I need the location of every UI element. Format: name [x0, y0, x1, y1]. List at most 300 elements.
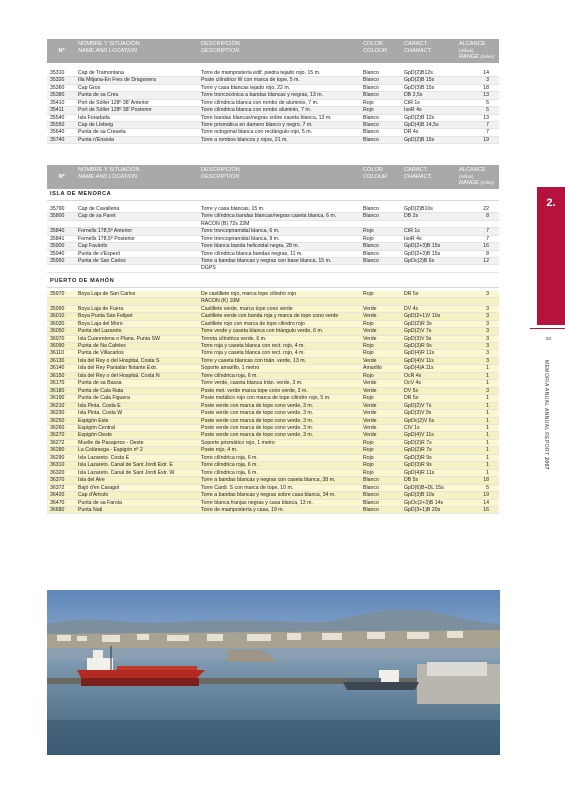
light-name: Punta de sa Creu: [76, 92, 199, 99]
light-number: 36310: [47, 462, 76, 469]
light-number: 35360: [47, 84, 76, 91]
table-row: [47, 507, 499, 514]
light-colour: Verde: [361, 410, 402, 417]
light-colour: Rojo: [361, 454, 402, 461]
section-heading-mahon: PUERTO DE MAHÓN: [47, 276, 499, 288]
light-colour: Rojo: [361, 469, 402, 476]
table-row: [47, 499, 499, 506]
light-name: [76, 220, 199, 227]
table-row: [47, 395, 499, 402]
table-row: [47, 243, 499, 250]
lighthouse-table-mallorca: [47, 39, 499, 144]
table-row: [47, 425, 499, 432]
light-description: Poste verde con marca de tope cono verde, 3 m.: [199, 410, 361, 417]
table-row: [47, 380, 499, 387]
light-character: GpD(2)B 12s: [402, 114, 457, 121]
table-row: [47, 365, 499, 372]
light-description: Torre troncopiramidal blanca, 9 m.: [199, 235, 361, 242]
light-description: DGPS: [199, 265, 361, 272]
light-range: 1: [457, 432, 499, 439]
light-description: Torre troncopiramidal blanca, 6 m.: [199, 228, 361, 235]
light-description: Torre blanca banda helicoidal negra, 28 m.: [199, 243, 361, 250]
light-character: DR 5s: [402, 395, 457, 402]
light-description: Torre troncocónica a bandas blancas y negras, 13 m.: [199, 92, 361, 99]
light-character: [402, 265, 457, 272]
light-range: 16: [457, 243, 499, 250]
light-range: 8: [457, 250, 499, 257]
light-number: 36420: [47, 492, 76, 499]
chapter-tab: [537, 187, 565, 325]
light-name: Punta de Villacarlos: [76, 350, 199, 357]
light-number: 35940: [47, 250, 76, 257]
light-character: GpD(2)R 7s: [402, 447, 457, 454]
light-colour: Amarillo: [361, 365, 402, 372]
light-name: Espigón Oeste: [76, 432, 199, 439]
table-row: [47, 84, 499, 91]
light-colour: Rojo: [361, 99, 402, 106]
table-row: [47, 372, 499, 379]
table-row: [47, 350, 499, 357]
light-description: Torre y casa blancas, 15 m.: [199, 206, 361, 213]
table-row: [47, 92, 499, 99]
light-character: GpD(2)B10s: [402, 206, 457, 213]
light-character: GpD(2)R 7s: [402, 439, 457, 446]
light-character: GpD(2)B 15s: [402, 136, 457, 143]
light-name: Port de Sóller 128º 38' Posterior: [76, 107, 199, 114]
table-row: [47, 439, 499, 446]
table-row: [47, 410, 499, 417]
light-character: GpD(4)V 11s: [402, 357, 457, 364]
light-number: [47, 220, 76, 227]
light-number: 35990: [47, 305, 76, 312]
light-colour: Rojo: [361, 343, 402, 350]
light-range: 1: [457, 380, 499, 387]
light-number: 35790: [47, 206, 76, 213]
light-range: 3: [457, 387, 499, 394]
table-header: [47, 165, 499, 189]
light-name: [76, 298, 199, 305]
light-character: GpD(2+3)B 15s: [402, 250, 457, 257]
table-row: [47, 228, 499, 235]
light-colour: Verde: [361, 357, 402, 364]
light-colour: Verde: [361, 387, 402, 394]
light-range: [457, 298, 499, 305]
table-row: [47, 305, 499, 312]
light-name: Isla del Rey o del Hospital. Costa S: [76, 357, 199, 364]
light-range: 1: [457, 402, 499, 409]
light-colour: Rojo: [361, 291, 402, 298]
light-colour: Blanco: [361, 114, 402, 121]
table-row: [47, 220, 499, 227]
light-description: Torre Cardi. S con marca de tope, 10 m.: [199, 484, 361, 491]
light-character: CtR 1s: [402, 99, 457, 106]
light-character: DR 5s: [402, 291, 457, 298]
light-name: La Colársega - Espigón nº 2: [76, 447, 199, 454]
light-colour: Blanco: [361, 213, 402, 220]
light-colour: Rojo: [361, 395, 402, 402]
light-colour: Rojo: [361, 107, 402, 114]
light-colour: Rojo: [361, 350, 402, 357]
light-description: Torre cilíndrica blanca con rombo aluminio, 7 m.: [199, 107, 361, 114]
table-row: [47, 357, 499, 364]
table-row: [47, 402, 499, 409]
light-name: Cap de Tramontana: [76, 70, 199, 77]
light-number: 36272: [47, 439, 76, 446]
light-colour: Rojo: [361, 462, 402, 469]
table-row: [47, 469, 499, 476]
header-name: NOMBRE Y SITUACIÓN NAME AND LOCATION: [76, 165, 199, 189]
table-row: [47, 70, 499, 77]
light-range: 1: [457, 410, 499, 417]
light-description: RACON (B) 72s 22M: [199, 220, 361, 227]
header-name: NOMBRE Y SITUACIÓN NAME AND LOCATION: [76, 39, 199, 63]
light-name: Punta de s'Esperó: [76, 250, 199, 257]
light-character: GpOc(2)B 6s: [402, 257, 457, 264]
light-number: 35550: [47, 121, 76, 128]
light-range: 16: [457, 507, 499, 514]
light-colour: Verde: [361, 380, 402, 387]
light-character: GpD(4)R 11s: [402, 350, 457, 357]
light-name: Cap Gros: [76, 84, 199, 91]
light-range: 12: [457, 257, 499, 264]
light-name: Punta Nati: [76, 507, 199, 514]
light-range: 3: [457, 357, 499, 364]
light-description: Torre a rombos blancos y rojos, 21 m.: [199, 136, 361, 143]
light-colour: [361, 298, 402, 305]
table-row: [47, 129, 499, 136]
light-description: Torre cilíndrica bandas blancas/negras caseta blanca, 6 m.: [199, 213, 361, 220]
light-colour: Blanco: [361, 499, 402, 506]
light-description: Torre de mampostería y casa, 19 m.: [199, 507, 361, 514]
light-colour: [361, 265, 402, 272]
light-number: 35840: [47, 228, 76, 235]
light-character: GpD(3)V 9s: [402, 410, 457, 417]
light-description: Torre bandas blancas/negras sobre caseta blanca, 13 m.: [199, 114, 361, 121]
light-description: Torre cilíndrica roja, 6 m.: [199, 462, 361, 469]
light-number: 35640: [47, 129, 76, 136]
light-colour: Verde: [361, 328, 402, 335]
table-row: [47, 328, 499, 335]
light-number: 36210: [47, 402, 76, 409]
light-colour: Verde: [361, 417, 402, 424]
light-colour: Blanco: [361, 70, 402, 77]
light-number: 36680: [47, 507, 76, 514]
light-colour: [361, 220, 402, 227]
light-character: GpOc(2)V 6s: [402, 417, 457, 424]
light-number: 35900: [47, 243, 76, 250]
light-range: 13: [457, 114, 499, 121]
light-name: Punta de sa Farola: [76, 499, 199, 506]
light-colour: Blanco: [361, 250, 402, 257]
light-colour: Rojo: [361, 439, 402, 446]
light-character: OcV 4s: [402, 380, 457, 387]
light-range: 3: [457, 305, 499, 312]
light-number: 36150: [47, 372, 76, 379]
light-name: Isla Lazareto. Costa E: [76, 454, 199, 461]
light-range: 1: [457, 372, 499, 379]
light-number: 36050: [47, 328, 76, 335]
light-description: Soporte amarillo, 1 metro: [199, 365, 361, 372]
light-name: Punta de Cala Rata: [76, 387, 199, 394]
light-range: 3: [457, 320, 499, 327]
light-number: 36010: [47, 313, 76, 320]
table-row: [47, 477, 499, 484]
light-number: 36090: [47, 343, 76, 350]
table-row: [47, 313, 499, 320]
light-range: 1: [457, 425, 499, 432]
light-number: [47, 265, 76, 272]
table-row: [47, 257, 499, 264]
light-colour: Verde: [361, 313, 402, 320]
light-description: Torre cilíndrica roja, 6 m.: [199, 454, 361, 461]
light-character: OcR 4s: [402, 372, 457, 379]
light-description: Torre verde y caseta blanca con triángulo verde, 6 m.: [199, 328, 361, 335]
light-character: DB 2,5s: [402, 92, 457, 99]
light-number: 35841: [47, 235, 76, 242]
light-colour: Blanco: [361, 77, 402, 84]
light-number: 35740: [47, 136, 76, 143]
light-description: De castillete rojo, marca tope cilindro rojo: [199, 291, 361, 298]
light-name: Isla Lazareto. Canal de Sant Jordi Extr. W: [76, 469, 199, 476]
table-row: [47, 213, 499, 220]
light-character: DR 4s: [402, 129, 457, 136]
light-description: Torre cilíndrica roja, 6 m.: [199, 469, 361, 476]
light-number: 35800: [47, 213, 76, 220]
light-name: Espigón Este: [76, 417, 199, 424]
light-range: 5: [457, 99, 499, 106]
light-colour: Blanco: [361, 243, 402, 250]
table-row: [47, 387, 499, 394]
light-character: DB 5s: [402, 477, 457, 484]
light-number: 36070: [47, 335, 76, 342]
light-colour: Rojo: [361, 228, 402, 235]
light-range: 7: [457, 235, 499, 242]
table-row: [47, 250, 499, 257]
light-number: [47, 298, 76, 305]
header-colour: COLOR COLOUR: [361, 39, 402, 63]
light-range: 3: [457, 291, 499, 298]
light-description: Poste verde con marca de tope cono verde, 3 m.: [199, 432, 361, 439]
light-character: [402, 220, 457, 227]
table-row: [47, 432, 499, 439]
light-character: GpD(2)B12s: [402, 70, 457, 77]
light-number: 35411: [47, 107, 76, 114]
light-description: Torre de mampostería edif. piedra tejado rojo, 15 m.: [199, 70, 361, 77]
table-row: [47, 114, 499, 121]
light-name: Cap de Llebeig: [76, 121, 199, 128]
table-row: [47, 454, 499, 461]
light-character: GpD(2)V 7s: [402, 402, 457, 409]
light-range: 7: [457, 129, 499, 136]
table-header: [47, 39, 499, 63]
light-description: Castillete verde, marca tope cono verde: [199, 305, 361, 312]
light-description: Soporte prismático rojo, 1 metro: [199, 439, 361, 446]
light-number: 36372: [47, 484, 76, 491]
light-description: Poste verde con marca de tope cono verde, 3 m.: [199, 417, 361, 424]
light-character: GpD(3)B 10s: [402, 492, 457, 499]
light-number: 36470: [47, 499, 76, 506]
light-character: [402, 298, 457, 305]
light-character: IsoR 4s: [402, 235, 457, 242]
light-name: Espigón Central: [76, 425, 199, 432]
light-character: GpD(3)R 9s: [402, 343, 457, 350]
light-number: 35310: [47, 70, 76, 77]
light-description: RACON (K) 10M: [199, 298, 361, 305]
table-row: [47, 136, 499, 143]
light-name: Boya Laja de Fuera: [76, 305, 199, 312]
light-number: 35970: [47, 291, 76, 298]
light-character: GpD(2+1)V 10s: [402, 313, 457, 320]
light-description: Torre a bandas blancas y negras con base blanca, 15 m.: [199, 257, 361, 264]
light-description: Torre roja y caseta blanca con rect. rojo, 4 m.: [199, 350, 361, 357]
light-name: Illa Mitjana-En Fres de Dragonera: [76, 77, 199, 84]
light-range: 7: [457, 228, 499, 235]
header-number: Nº: [47, 39, 76, 63]
light-name: Isla del Rey Pantalán flotante Extr.: [76, 365, 199, 372]
table-row: [47, 265, 499, 272]
light-number: 35380: [47, 92, 76, 99]
light-description: Poste met. verde marca tope cono verde, 3 m.: [199, 387, 361, 394]
light-description: Torre y casa blancas tejado rojo, 22 m.: [199, 84, 361, 91]
light-name: Punta del Lazareto: [76, 328, 199, 335]
table-row: [47, 335, 499, 342]
table-row: [47, 320, 499, 327]
header-character: CARACT. CHARACT.: [402, 39, 457, 63]
light-range: 1: [457, 365, 499, 372]
light-name: Punta de sa Bassa: [76, 380, 199, 387]
light-number: 36130: [47, 357, 76, 364]
lighthouse-table-menorca: [47, 165, 499, 514]
light-colour: Blanco: [361, 477, 402, 484]
light-name: Cap Favàritx: [76, 243, 199, 250]
light-character: DV 5s: [402, 387, 457, 394]
light-name: Punta de sa Creueta: [76, 129, 199, 136]
light-colour: Blanco: [361, 484, 402, 491]
light-name: Boya Laja de San Carlos: [76, 291, 199, 298]
light-colour: Rojo: [361, 235, 402, 242]
tab-divider: [530, 328, 565, 329]
table-row: [47, 235, 499, 242]
light-colour: Rojo: [361, 372, 402, 379]
light-description: Torre octogonal blanca con rectángulo rojo, 5 m.: [199, 129, 361, 136]
light-name: Isla Cuarentena o Plana. Punta SW: [76, 335, 199, 342]
table-row: [47, 343, 499, 350]
light-number: 36280: [47, 447, 76, 454]
light-range: 19: [457, 492, 499, 499]
light-number: 36180: [47, 387, 76, 394]
light-character: GpD(2)R 3s: [402, 320, 457, 327]
light-description: Torre roja y caseta blanca con rect. rojo, 4 m.: [199, 343, 361, 350]
light-character: GpD(2+3)B 15s: [402, 243, 457, 250]
table-row: [47, 121, 499, 128]
light-description: Poste verde con marca de tope cono verde, 3 m.: [199, 402, 361, 409]
light-range: 22: [457, 206, 499, 213]
header-description: DESCRIPCIÓN DESCRIPTION: [199, 165, 361, 189]
light-range: 1: [457, 454, 499, 461]
light-number: 36250: [47, 417, 76, 424]
light-number: 35410: [47, 99, 76, 106]
light-description: Torre cilíndrica blanca bandas negras, 11 m.: [199, 250, 361, 257]
light-name: Isla Pinta. Costa W: [76, 410, 199, 417]
harbour-photo: [47, 590, 500, 755]
light-range: 8: [457, 213, 499, 220]
light-description: Torre verde, caseta blanca trián. verde, 3 m.: [199, 380, 361, 387]
light-range: 5: [457, 484, 499, 491]
light-name: Isla Foradada: [76, 114, 199, 121]
light-range: 1: [457, 395, 499, 402]
light-description: Poste rojo, 4 m.: [199, 447, 361, 454]
light-character: GpD(3)B 15s: [402, 84, 457, 91]
light-character: GpD(2)B 15s: [402, 77, 457, 84]
light-number: 36320: [47, 469, 76, 476]
light-character: DB 2s: [402, 213, 457, 220]
light-range: 13: [457, 92, 499, 99]
light-colour: Verde: [361, 402, 402, 409]
light-range: 1: [457, 447, 499, 454]
table-row: [47, 99, 499, 106]
light-range: [457, 220, 499, 227]
light-description: Torre a bandas blancas y negras con caseta blanca, 38 m.: [199, 477, 361, 484]
light-colour: Verde: [361, 305, 402, 312]
light-number: 36140: [47, 365, 76, 372]
light-name: Fornells 178,5º Posterior: [76, 235, 199, 242]
light-number: 36270: [47, 432, 76, 439]
light-range: 3: [457, 350, 499, 357]
light-description: Castillete verde con banda roja y marca de tope cono verde: [199, 313, 361, 320]
light-name: Fornells 178,5º Anterior: [76, 228, 199, 235]
light-colour: Blanco: [361, 92, 402, 99]
light-character: GpD(4)B 14,5s: [402, 121, 457, 128]
table-row: [47, 492, 499, 499]
light-number: 36370: [47, 477, 76, 484]
table-row: [47, 291, 499, 298]
table-row: [47, 484, 499, 491]
light-range: 1: [457, 462, 499, 469]
light-name: Bajó d'en Caragol: [76, 484, 199, 491]
light-range: 18: [457, 477, 499, 484]
light-colour: Blanco: [361, 492, 402, 499]
light-number: 36290: [47, 454, 76, 461]
light-character: GpOc(2+3)B 14s: [402, 499, 457, 506]
light-description: Torre blanca franjas negras y casa blanca, 13 m.: [199, 499, 361, 506]
page-number: 83: [546, 336, 552, 341]
light-range: 5: [457, 107, 499, 114]
header-character: CARACT. CHARACT.: [402, 165, 457, 189]
light-name: [76, 265, 199, 272]
light-description: Castillete rojo con marca de tope cilindro rojo: [199, 320, 361, 327]
light-name: Punta de Na Cafeles: [76, 343, 199, 350]
light-name: Punta de San Carlos: [76, 257, 199, 264]
header-range: ALCANCE (millas) RANGE (miles): [457, 165, 499, 189]
light-range: 18: [457, 84, 499, 91]
light-number: 36170: [47, 380, 76, 387]
light-character: GpD(4)A 11s: [402, 365, 457, 372]
light-number: 36030: [47, 320, 76, 327]
light-character: CtR 1s: [402, 228, 457, 235]
light-colour: Blanco: [361, 121, 402, 128]
table-row: [47, 206, 499, 213]
light-colour: Blanco: [361, 507, 402, 514]
light-number: 35540: [47, 114, 76, 121]
light-colour: Rojo: [361, 447, 402, 454]
light-character: DV 4s: [402, 305, 457, 312]
light-colour: Blanco: [361, 136, 402, 143]
light-colour: Blanco: [361, 257, 402, 264]
table-row: [47, 417, 499, 424]
light-name: Cap de Cavalleria: [76, 206, 199, 213]
table-row: [47, 298, 499, 305]
light-character: IsoR 4s: [402, 107, 457, 114]
